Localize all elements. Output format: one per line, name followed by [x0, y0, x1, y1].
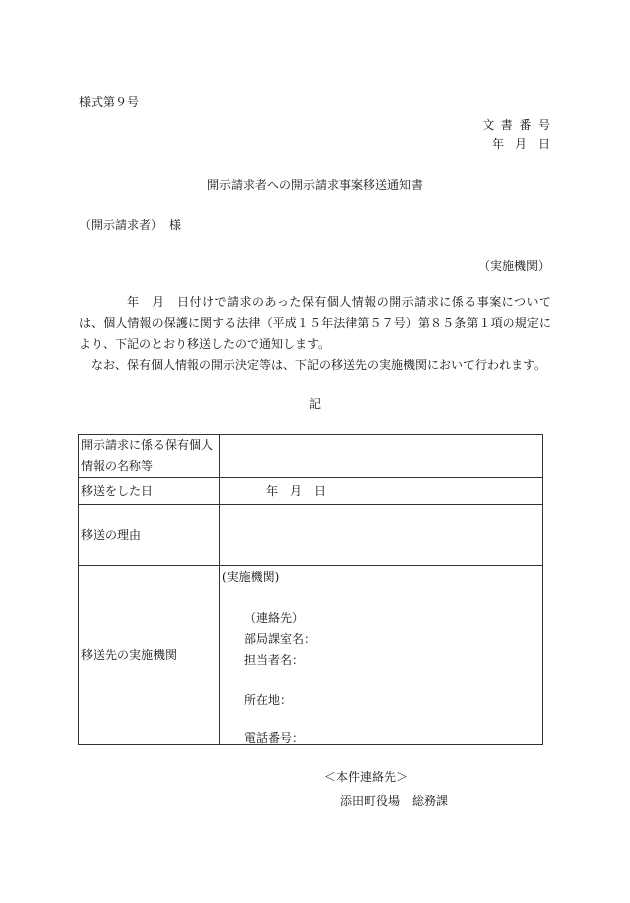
issuing-agency: （実施機関） — [477, 259, 550, 273]
ki-heading: 記 — [308, 397, 321, 411]
document-number-label: 文書番号 — [482, 118, 557, 132]
row-label-personal-info-name: 開示請求に係る保有個人情報の名称等 — [79, 435, 220, 478]
row-value-personal-info-name — [220, 435, 543, 478]
table-row — [79, 566, 543, 745]
footer-contact-heading: ＜本件連絡先＞ — [324, 770, 409, 784]
body-paragraph-notification: 年 月 日付けで請求のあった保有個人情報の開示請求に係る事案については、個人情報の保護に関する法律（平成１５年法律第５７号）第８５条第１項の規定により、下記のとおり移送したので通知します。 — [79, 295, 551, 351]
row-value-destination-agency — [220, 566, 543, 745]
row-label-destination-agency: 移送先の実施機関 — [79, 566, 220, 745]
transfer-details-table — [78, 434, 543, 745]
addressee: （開示請求者） 様 — [79, 218, 182, 232]
destination-agency-label: (実施機関) — [222, 570, 280, 584]
row-value-transfer-date: 年 月 日 — [220, 478, 543, 505]
contact-heading: （連絡先） — [244, 611, 305, 625]
table-row — [79, 478, 543, 505]
phone-field-label: 電話番号： — [244, 731, 305, 745]
department-field-label: 部局課室名： — [244, 632, 317, 646]
footer-contact-office: 添田町役場 総務課 — [340, 794, 449, 808]
row-value-transfer-reason — [220, 505, 543, 566]
document-title: 開示請求者への開示請求事案移送通知書 — [206, 178, 423, 192]
table-row — [79, 435, 543, 478]
body-paragraph-decision-note: なお、保有個人情報の開示決定等は、下記の移送先の実施機関において行われます。 — [91, 358, 547, 372]
form-number: 様式第９号 — [79, 95, 140, 109]
person-in-charge-field-label: 担当者名： — [244, 653, 305, 667]
table-row — [79, 505, 543, 566]
row-label-transfer-date: 移送をした日 — [79, 478, 220, 505]
row-label-transfer-reason: 移送の理由 — [79, 505, 220, 566]
destination-contact-block — [222, 566, 540, 744]
issue-date-line: 年 月 日 — [491, 137, 550, 151]
address-field-label: 所在地： — [244, 693, 293, 707]
